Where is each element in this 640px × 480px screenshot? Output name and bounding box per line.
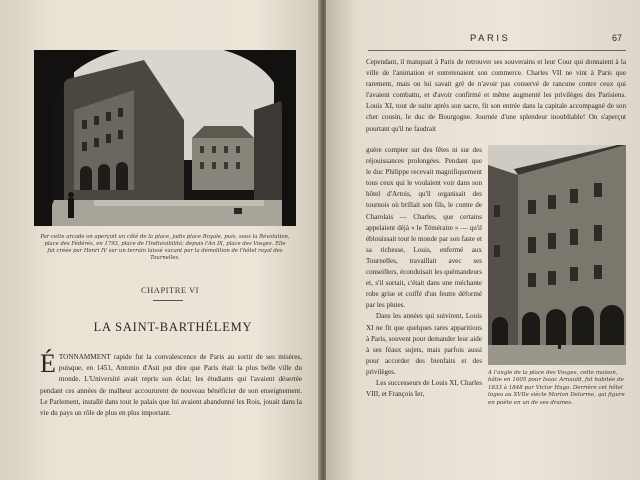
chapter-opening-paragraph <box>40 349 302 419</box>
page-number: 67 <box>612 33 623 43</box>
header-rule <box>368 50 626 51</box>
right-page-column-text <box>366 145 482 400</box>
chapter-divider <box>153 300 183 301</box>
running-head: PARIS <box>470 33 511 44</box>
courtyard-photograph <box>488 145 626 365</box>
courtyard-photo-illustration <box>488 145 626 365</box>
paragraph-text: Dans les années qui suivirent, Louis XI ne fit que quelques rares apparitions à Paris, souvent pour demander leur aide à ses féaux sujets, mais parfois aussi pour accorder des bienfaits et des privilèges. <box>366 312 482 376</box>
arcade-photo-illustration <box>34 50 296 226</box>
courtyard-photo-caption: A l'angle de la place des Vosges, cette maison, bâtie en 1605 pour Isaac Arnauld, fut habitée de 1833 à 1848 par Victor Hugo. Derrière cet hôtel logea au XVIIe siècle Marion Delorme, qui figure en poète en un de ses drames. <box>488 370 625 406</box>
arcade-photo-caption: Par cette arcade on aperçoit un côté de la place, jadis place Royale, puis, sous la Révolution, place des Fédérés, en 1793, place de l'Indivisibilité; depuis l'An IX, place des Vosges. Elle fut créée par Henri IV sur un terrain laissé vacant par la démolition de l'hôtel royal des Tournelles. <box>40 234 290 261</box>
right-page-full-width-text <box>366 57 626 135</box>
chapter-title: LA SAINT-BARTHÉLEMY <box>93 320 253 334</box>
paragraph-text: Cependant, il manquait à Paris de retrouver ses souverains et leur Cour qui donnaient à la ville de l'animation et entretenaient son commerce. Charles VII ne vint à Paris que rarement, mais on lui savait gré de n'avoir pas conservé de rancune contre ceux qui l'avaient combattu, et d'avoir confirmé et même augmenté les privilèges des Parisiens. Louis XI, tout de suite après son sacre, fit son entrée dans la capitale accompagné de son cher cousin, le duc de Bourgogne. Journée d'une splendeur inoubliable! On s'aperçut pourtant qu'il ne faudrait <box>366 58 626 133</box>
arcade-photograph <box>34 50 296 226</box>
drop-cap: É <box>40 349 56 378</box>
chapter-label: CHAPITRE VI <box>141 285 199 295</box>
paragraph-text: Les successeurs de Louis XI, Charles VIII, et François Ier, <box>366 378 482 399</box>
paragraph-text: guère compter sur des fêtes ni sur des réjouissances prolongées. Pendant que le duc Philippe recevait magnifiquement tous ceux qui le voulaient voir dans son hôtel d'Artois, qu'il organisait des tournois où brillait son fils, le comte de Charolais — Charles, que certains appelaient déjà « le Téméraire » — qu'il éblouissait tout le monde par son faste et sa richesse, Louis, enfermé aux Tournelles, travaillait avec ses conseillers, éconduisait les quémandeurs et, s'il sortait, c'était dans une méchante robe grise et coiffé d'un feutre déformé par les pluies. <box>366 146 482 310</box>
opening-text: TONNAMMENT rapide fut la convalescence de Paris au sortir de ses misères, puisque, en 1451, Antonio d'Asti put dire que Paris était la plus belle ville du monde. L'Université avait repris son éclat; les étudiants qui l'avaient désertée pendant ces années de malheur accoururent de nouveau bénéficier de son enseignement. Le Parlement, installé dans tout le palais que lui avaient abandonné les Rois, jouait dans la vie du pays un rôle de plus en plus important. <box>40 353 302 418</box>
